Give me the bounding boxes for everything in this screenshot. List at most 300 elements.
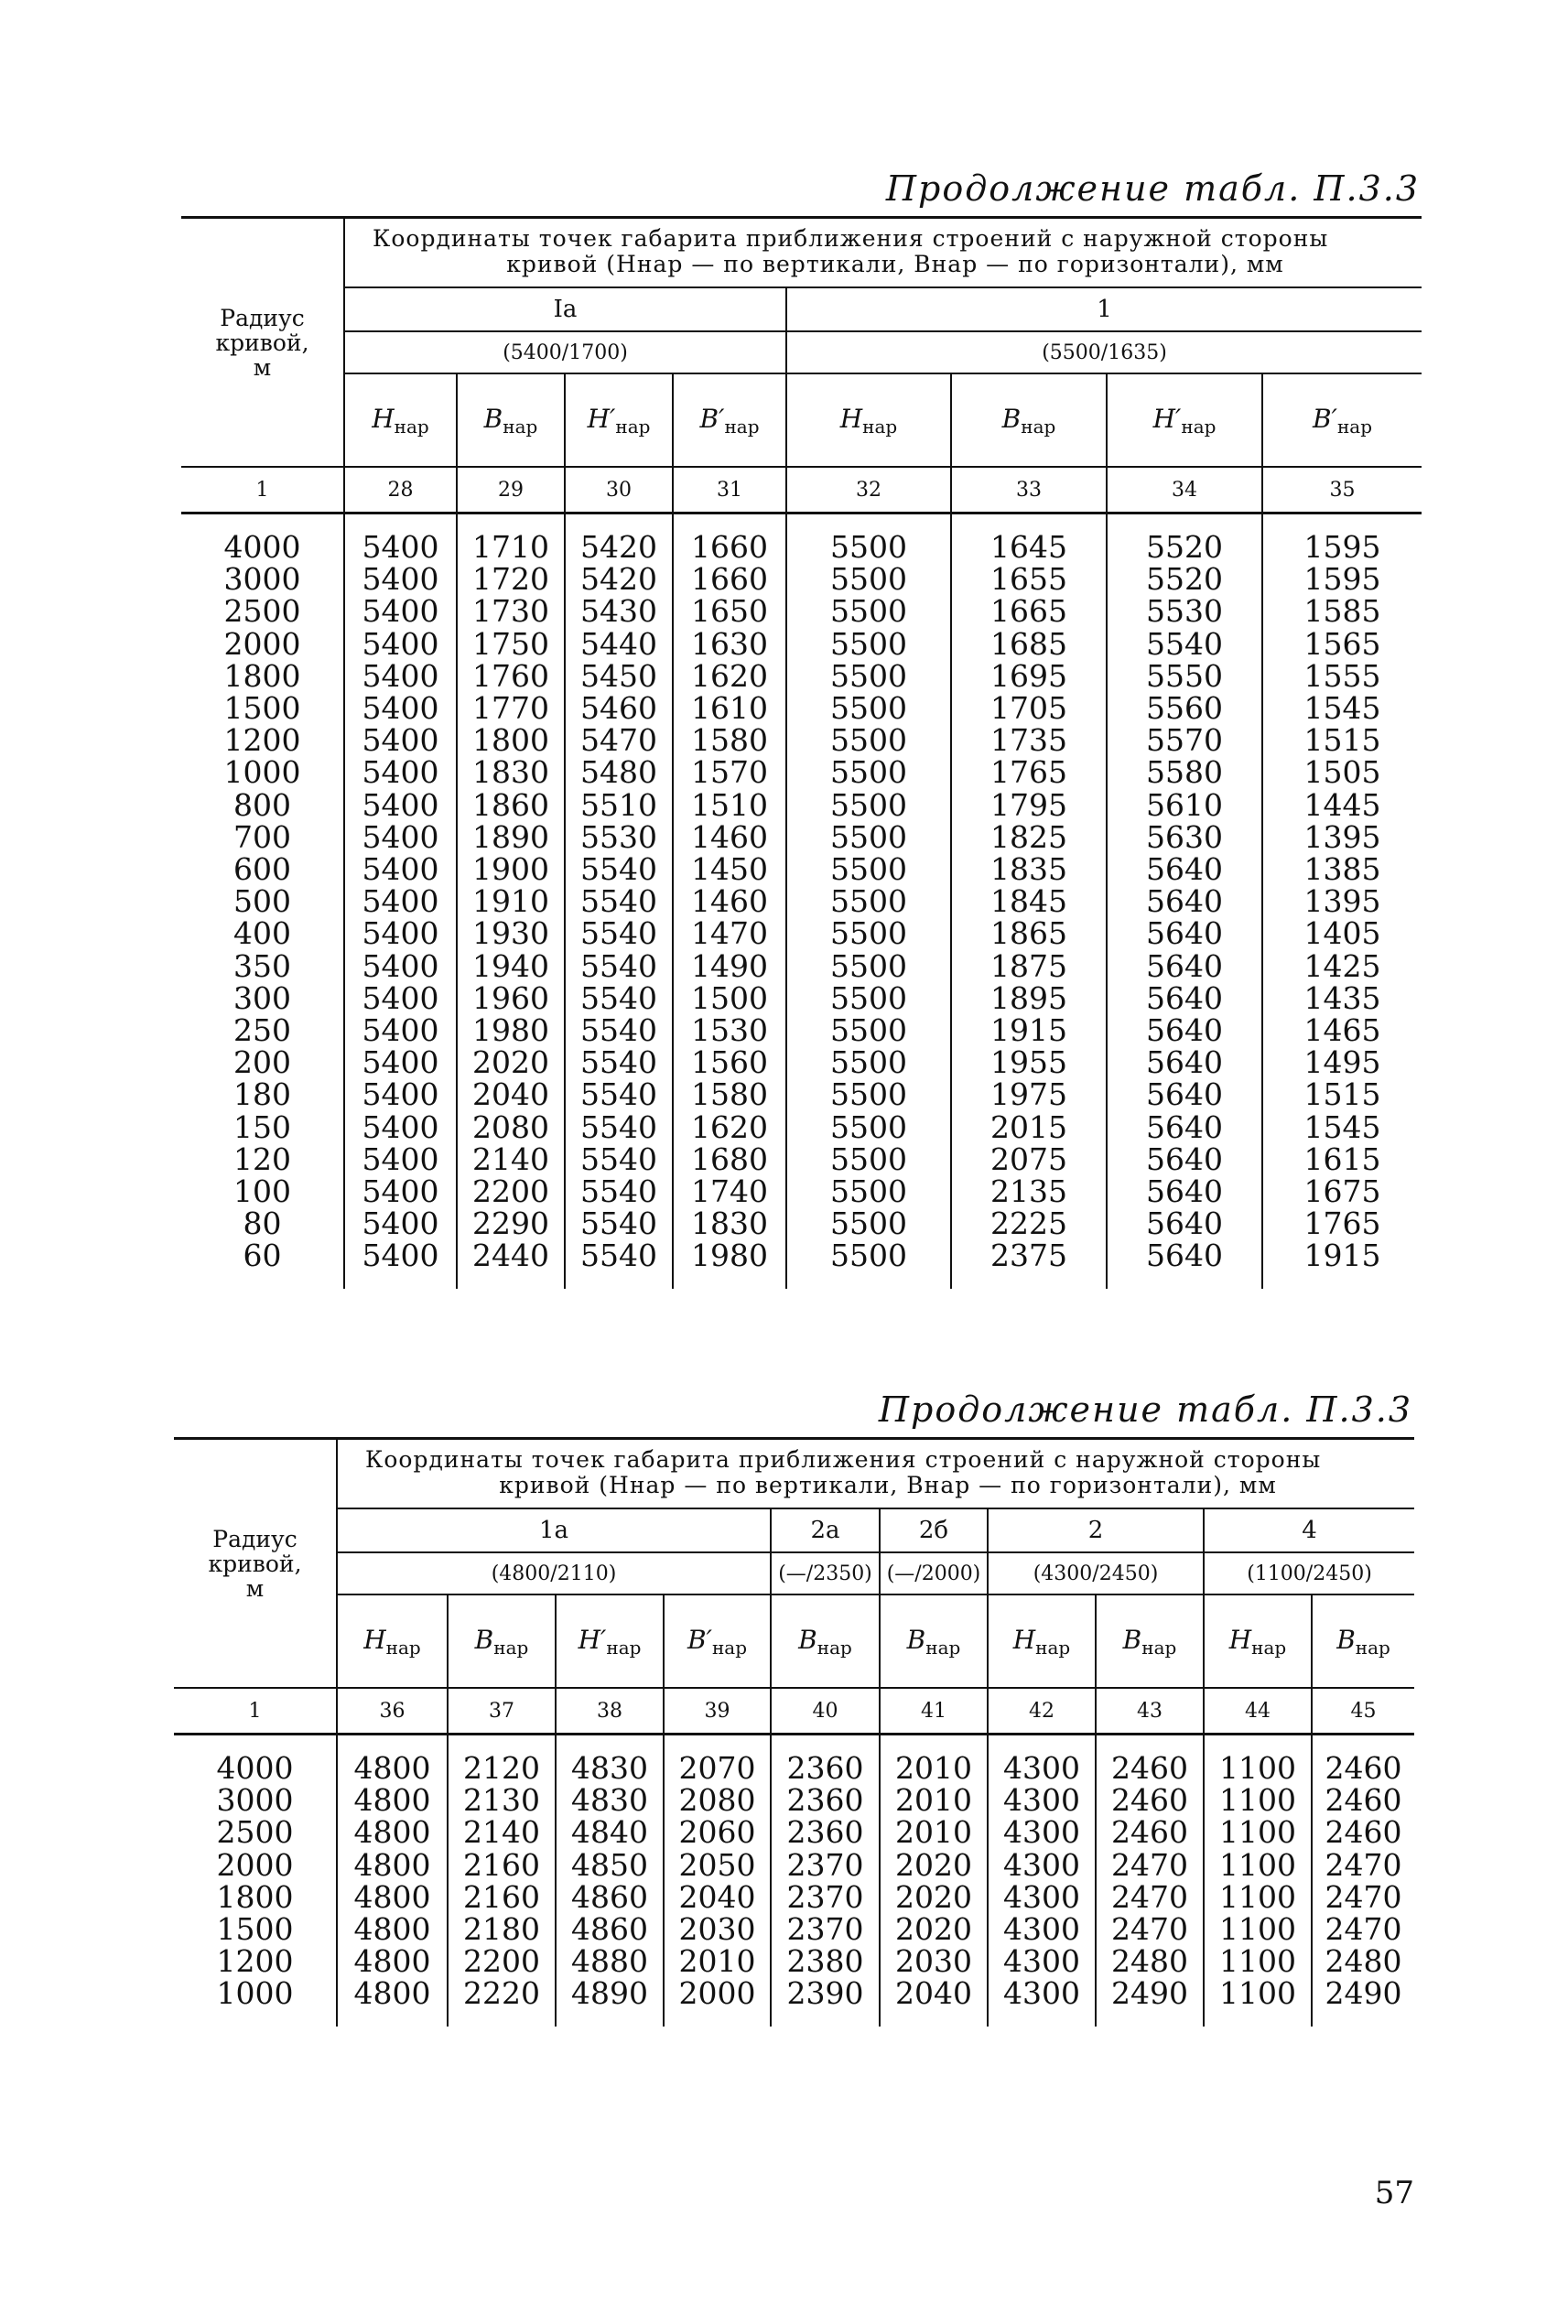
value-cell: 4880 [556,1945,664,1977]
value-cell: 1680 [673,1143,786,1175]
value-cell: 2470 [1312,1913,1414,1945]
value-cell: 1675 [1262,1175,1422,1207]
value-cell: 2040 [664,1881,771,1913]
column-header [1312,1594,1414,1688]
value-cell: 1750 [457,628,565,660]
column-symbol: B′ [699,403,725,434]
value-cell: 1800 [457,724,565,756]
radius-cell: 1500 [181,692,344,724]
column-header [344,373,457,467]
value-cell: 1910 [457,885,565,917]
radius-cell: 150 [181,1111,344,1143]
value-cell: 2370 [771,1881,880,1913]
table2-main-header [337,1439,1414,1509]
value-cell: 1930 [457,917,565,949]
column-symbol: B [1336,1624,1356,1655]
radius-cell: 80 [181,1207,344,1239]
value-cell: 2160 [448,1849,556,1881]
value-cell: 5540 [565,950,673,982]
radius-cell: 1800 [181,660,344,692]
page-number: 57 [1374,2175,1414,2211]
column-symbol: B [483,403,503,434]
value-cell: 5400 [344,660,457,692]
radius-header: Радиус кривой, м [174,1439,337,1689]
radius-cell: 100 [181,1175,344,1207]
value-cell: 1895 [951,982,1107,1014]
column-subscript: нар [1251,1636,1287,1659]
table-row [181,1111,1422,1143]
value-cell: 4850 [556,1849,664,1881]
column-subscript: нар [493,1636,529,1659]
value-cell: 1980 [457,1014,565,1046]
value-cell: 5570 [1107,724,1262,756]
value-cell: 5540 [565,853,673,885]
value-cell: 4800 [337,1913,448,1945]
column-subscript: нар [394,415,429,438]
table-row [181,821,1422,853]
table-end-cell [988,2010,1096,2027]
value-cell: 1515 [1262,724,1422,756]
table-row [181,660,1422,692]
value-cell: 2010 [880,1784,988,1816]
value-cell: 1515 [1262,1078,1422,1110]
table-end-cell [771,2010,880,2027]
value-cell: 2460 [1096,1784,1204,1816]
value-cell: 4890 [556,1977,664,2009]
value-cell: 5400 [344,595,457,627]
column-number: 44 [1204,1688,1312,1735]
column-symbol: H [1012,1624,1036,1655]
value-cell: 1795 [951,789,1107,821]
value-cell: 4860 [556,1913,664,1945]
value-cell: 4300 [988,1816,1096,1848]
value-cell: 2020 [880,1913,988,1945]
value-cell: 5510 [565,789,673,821]
value-cell: 5520 [1107,513,1262,564]
table1 [181,216,1422,1289]
table-row [181,1014,1422,1046]
value-cell: 5540 [565,1175,673,1207]
value-cell: 4860 [556,1881,664,1913]
column-subscript: нар [385,1636,421,1659]
group-label: 1 [786,287,1422,331]
value-cell: 5640 [1107,1143,1262,1175]
value-cell: 1730 [457,595,565,627]
value-cell: 1460 [673,885,786,917]
value-cell: 1510 [673,789,786,821]
value-cell: 2480 [1096,1945,1204,1977]
value-cell: 4830 [556,1784,664,1816]
value-cell: 2180 [448,1913,556,1945]
value-cell: 1560 [673,1046,786,1078]
value-cell: 5530 [565,821,673,853]
value-cell: 5550 [1107,660,1262,692]
column-number: 33 [951,467,1107,513]
radius-cell: 800 [181,789,344,821]
value-cell: 1595 [1262,513,1422,564]
value-cell: 5400 [344,789,457,821]
value-cell: 5640 [1107,885,1262,917]
column-header [337,1594,448,1688]
value-cell: 1100 [1204,1784,1312,1816]
value-cell: 5540 [565,1014,673,1046]
value-cell: 4300 [988,1735,1096,1785]
value-cell: 4300 [988,1913,1096,1945]
value-cell: 5500 [786,692,951,724]
value-cell: 5540 [565,1143,673,1175]
table-end-cell [344,1272,457,1289]
value-cell: 1960 [457,982,565,1014]
radius-header: Радиус кривой, м [181,218,344,468]
value-cell: 1650 [673,595,786,627]
value-cell: 1495 [1262,1046,1422,1078]
table-row [181,1239,1422,1271]
value-cell: 1490 [673,950,786,982]
value-cell: 2135 [951,1175,1107,1207]
radius-cell: 1800 [174,1881,337,1913]
value-cell: 1735 [951,724,1107,756]
value-cell: 5500 [786,1207,951,1239]
value-cell: 1740 [673,1175,786,1207]
value-cell: 5400 [344,1046,457,1078]
value-cell: 1620 [673,1111,786,1143]
value-cell: 5540 [565,1207,673,1239]
column-number: 42 [988,1688,1096,1735]
value-cell: 5500 [786,756,951,788]
value-cell: 5540 [565,1239,673,1271]
value-cell: 5640 [1107,1207,1262,1239]
column-subscript: нар [606,1636,642,1659]
column-subscript: нар [724,415,760,438]
value-cell: 1470 [673,917,786,949]
group-sublabel: (—/2000) [880,1552,988,1594]
radius-cell: 1200 [181,724,344,756]
column-header [786,373,951,467]
column-subscript: нар [615,415,651,438]
value-cell: 5480 [565,756,673,788]
value-cell: 2140 [448,1816,556,1848]
column-header [664,1594,771,1688]
value-cell: 2010 [664,1945,771,1977]
value-cell: 1100 [1204,1735,1312,1785]
table-end-cell [673,1272,786,1289]
value-cell: 5610 [1107,789,1262,821]
value-cell: 2020 [880,1881,988,1913]
value-cell: 1500 [673,982,786,1014]
value-cell: 2075 [951,1143,1107,1175]
value-cell: 2360 [771,1816,880,1848]
column-header [673,373,786,467]
value-cell: 5420 [565,513,673,564]
value-cell: 5500 [786,1175,951,1207]
value-cell: 2290 [457,1207,565,1239]
column-number: 38 [556,1688,664,1735]
column-header [448,1594,556,1688]
value-cell: 1385 [1262,853,1422,885]
column-subscript: нар [1141,1636,1177,1659]
value-cell: 1435 [1262,982,1422,1014]
value-cell: 5500 [786,1143,951,1175]
value-cell: 1395 [1262,821,1422,853]
value-cell: 1545 [1262,692,1422,724]
radius-cell: 2000 [174,1849,337,1881]
value-cell: 2460 [1312,1735,1414,1785]
header-line2: кривой (Hнар — по вертикали, Bнар — по горизонтали), мм [499,1472,1277,1498]
value-cell: 1545 [1262,1111,1422,1143]
column-symbol: B [474,1624,494,1655]
value-cell: 1585 [1262,595,1422,627]
value-cell: 1100 [1204,1881,1312,1913]
value-cell: 1720 [457,563,565,595]
table2-caption: Продолжение табл. П.3.3 [878,1389,1412,1430]
value-cell: 1580 [673,724,786,756]
value-cell: 1765 [951,756,1107,788]
value-cell: 1460 [673,821,786,853]
value-cell: 2360 [771,1784,880,1816]
value-cell: 4800 [337,1735,448,1785]
table-row [181,1046,1422,1078]
value-cell: 2380 [771,1945,880,1977]
value-cell: 5540 [565,917,673,949]
value-cell: 2200 [448,1945,556,1977]
value-cell: 1615 [1262,1143,1422,1175]
column-header [1107,373,1262,467]
radius-cell: 2500 [181,595,344,627]
column-number: 36 [337,1688,448,1735]
value-cell: 1530 [673,1014,786,1046]
value-cell: 1555 [1262,660,1422,692]
value-cell: 5400 [344,1143,457,1175]
value-cell: 2040 [457,1078,565,1110]
radius-cell: 180 [181,1078,344,1110]
value-cell: 2370 [771,1913,880,1945]
value-cell: 1395 [1262,885,1422,917]
column-symbol: H [363,1624,386,1655]
value-cell: 5530 [1107,595,1262,627]
value-cell: 5640 [1107,982,1262,1014]
column-number: 34 [1107,467,1262,513]
column-number: 32 [786,467,951,513]
value-cell: 2480 [1312,1945,1414,1977]
table-row [181,853,1422,885]
value-cell: 4300 [988,1784,1096,1816]
value-cell: 4800 [337,1816,448,1848]
value-cell: 2050 [664,1849,771,1881]
column-symbol: B [1122,1624,1142,1655]
table-end-cell [1204,2010,1312,2027]
value-cell: 1835 [951,853,1107,885]
radius-cell: 500 [181,885,344,917]
value-cell: 1830 [673,1207,786,1239]
group-sublabel: (5500/1635) [786,331,1422,373]
table-row [181,950,1422,982]
group-sublabel: (4300/2450) [988,1552,1204,1594]
value-cell: 5450 [565,660,673,692]
value-cell: 1975 [951,1078,1107,1110]
value-cell: 5460 [565,692,673,724]
value-cell: 1100 [1204,1977,1312,2009]
table-row [181,1078,1422,1110]
table-row [181,982,1422,1014]
column-subscript: нар [503,415,538,438]
column-subscript: нар [925,1636,961,1659]
value-cell: 5500 [786,1078,951,1110]
table-row [174,1945,1414,1977]
value-cell: 2060 [664,1816,771,1848]
value-cell: 2160 [448,1881,556,1913]
column-symbol: H′ [587,403,616,434]
value-cell: 2030 [664,1913,771,1945]
column-symbol: H [372,403,395,434]
column-subscript: нар [1336,415,1372,438]
value-cell: 5540 [565,1078,673,1110]
column-number: 45 [1312,1688,1414,1735]
value-cell: 5400 [344,724,457,756]
value-cell: 2470 [1096,1913,1204,1945]
value-cell: 5500 [786,628,951,660]
value-cell: 1100 [1204,1849,1312,1881]
table-row [181,563,1422,595]
value-cell: 5400 [344,1175,457,1207]
value-cell: 2460 [1096,1816,1204,1848]
column-header [771,1594,880,1688]
value-cell: 5640 [1107,1175,1262,1207]
value-cell: 5540 [565,885,673,917]
value-cell: 5640 [1107,1078,1262,1110]
table-row [174,1849,1414,1881]
table-end-cell [448,2010,556,2027]
value-cell: 2015 [951,1111,1107,1143]
radius-cell: 1000 [174,1977,337,2009]
column-subscript: нар [862,415,898,438]
table-row [181,1143,1422,1175]
value-cell: 5400 [344,628,457,660]
group-label: 4 [1204,1508,1414,1552]
value-cell: 5500 [786,885,951,917]
column-header [1262,373,1422,467]
value-cell: 5400 [344,756,457,788]
column-symbol: H [1228,1624,1252,1655]
value-cell: 2080 [664,1784,771,1816]
value-cell: 5500 [786,789,951,821]
column-number: 1 [181,467,344,513]
value-cell: 5400 [344,917,457,949]
group-sublabel: (1100/2450) [1204,1552,1414,1594]
column-number: 31 [673,467,786,513]
value-cell: 1660 [673,563,786,595]
value-cell: 2440 [457,1239,565,1271]
table1-caption: Продолжение табл. П.3.3 [885,168,1420,209]
value-cell: 5400 [344,853,457,885]
value-cell: 1710 [457,513,565,564]
column-number: 43 [1096,1688,1204,1735]
value-cell: 1595 [1262,563,1422,595]
radius-cell: 2500 [174,1816,337,1848]
value-cell: 1825 [951,821,1107,853]
column-number: 1 [174,1688,337,1735]
value-cell: 1665 [951,595,1107,627]
value-cell: 2370 [771,1849,880,1881]
value-cell: 5400 [344,1239,457,1271]
value-cell: 5500 [786,1239,951,1271]
table-row [181,885,1422,917]
column-number: 41 [880,1688,988,1735]
header-line1: Координаты точек габарита приближения строений с наружной стороны [365,1446,1322,1473]
value-cell: 1915 [951,1014,1107,1046]
table-end-row [174,2010,1414,2027]
value-cell: 4800 [337,1977,448,2009]
value-cell: 1890 [457,821,565,853]
value-cell: 1955 [951,1046,1107,1078]
value-cell: 1570 [673,756,786,788]
group-label: 2б [880,1508,988,1552]
radius-cell: 200 [181,1046,344,1078]
value-cell: 2200 [457,1175,565,1207]
value-cell: 2220 [448,1977,556,2009]
value-cell: 1405 [1262,917,1422,949]
table-row [181,513,1422,564]
header-line2: кривой (Hнар — по вертикали, Bнар — по горизонтали), мм [506,251,1284,277]
column-header [457,373,565,467]
value-cell: 5400 [344,1078,457,1110]
column-number: 39 [664,1688,771,1735]
value-cell: 4300 [988,1977,1096,2009]
group-sublabel: (—/2350) [771,1552,880,1594]
column-symbol: B [906,1624,926,1655]
value-cell: 4300 [988,1849,1096,1881]
table-end-cell [1262,1272,1422,1289]
column-number: 28 [344,467,457,513]
value-cell: 5500 [786,513,951,564]
value-cell: 1765 [1262,1207,1422,1239]
value-cell: 1100 [1204,1816,1312,1848]
table-row [174,1913,1414,1945]
value-cell: 2375 [951,1239,1107,1271]
radius-cell: 1200 [174,1945,337,1977]
column-symbol: B′ [687,1624,712,1655]
value-cell: 5540 [565,982,673,1014]
value-cell: 4800 [337,1881,448,1913]
value-cell: 1445 [1262,789,1422,821]
value-cell: 2470 [1096,1881,1204,1913]
table-end-cell [664,2010,771,2027]
table-row [174,1784,1414,1816]
column-number: 40 [771,1688,880,1735]
column-subscript: нар [711,1636,747,1659]
value-cell: 2000 [664,1977,771,2009]
value-cell: 2130 [448,1784,556,1816]
value-cell: 5640 [1107,950,1262,982]
radius-cell: 700 [181,821,344,853]
radius-cell: 3000 [181,563,344,595]
value-cell: 5400 [344,563,457,595]
value-cell: 4800 [337,1784,448,1816]
radius-cell: 60 [181,1239,344,1271]
value-cell: 5640 [1107,1239,1262,1271]
value-cell: 1695 [951,660,1107,692]
table-end-row [181,1272,1422,1289]
table-end-cell [951,1272,1107,1289]
value-cell: 5640 [1107,853,1262,885]
table2 [174,1437,1414,2027]
value-cell: 1580 [673,1078,786,1110]
table-row [181,628,1422,660]
value-cell: 5400 [344,1207,457,1239]
value-cell: 5420 [565,563,673,595]
value-cell: 2460 [1312,1784,1414,1816]
value-cell: 5500 [786,853,951,885]
radius-cell: 350 [181,950,344,982]
